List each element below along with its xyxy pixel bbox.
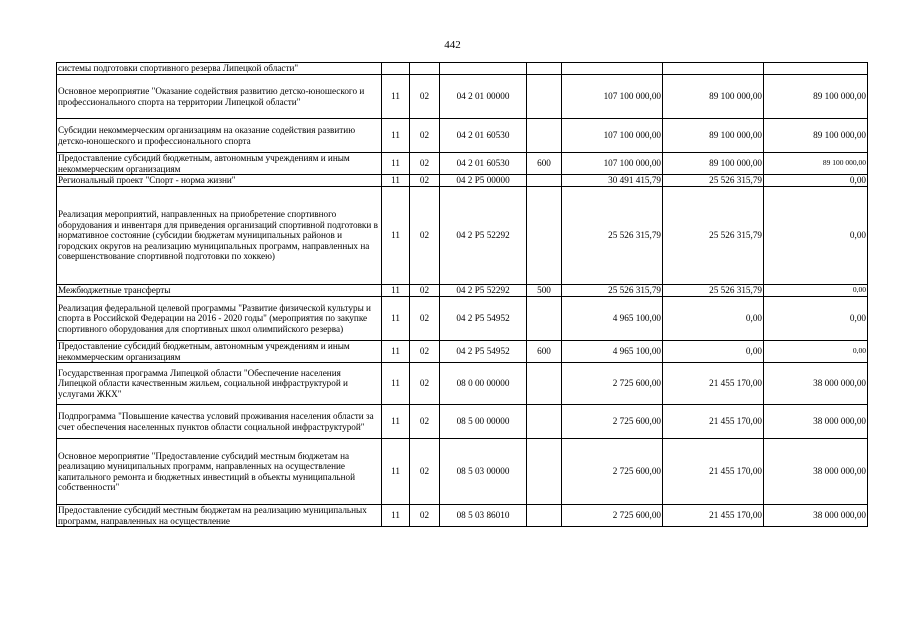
- target-article-cell: 08 5 03 86010: [440, 505, 527, 527]
- amount-cell-3: [764, 63, 868, 75]
- table-row: [57, 297, 868, 341]
- amount-cell-1: 107 100 000,00: [562, 153, 663, 175]
- expense-type-cell: 600: [527, 341, 562, 363]
- amount-cell-1: 2 725 600,00: [562, 439, 663, 505]
- expense-type-cell: [527, 187, 562, 285]
- amount-cell-2: [663, 63, 764, 75]
- subsection-code-cell: 02: [410, 505, 440, 527]
- expense-type-cell: 500: [527, 285, 562, 297]
- row-name-cell: Реализация федеральной целевой программы "Развитие физической культуры и спорта в Российской Федерации на 2016 - 2020 годы" (мероприятия по закупке спортивного оборудования для спортивных школ олимпийского резерва): [57, 297, 382, 341]
- amount-cell-2: 89 100 000,00: [663, 75, 764, 119]
- amount-cell-2: 25 526 315,79: [663, 175, 764, 187]
- target-article-cell: 04 2 P5 00000: [440, 175, 527, 187]
- amount-cell-1: 107 100 000,00: [562, 119, 663, 153]
- table-row: [57, 405, 868, 439]
- subsection-code-cell: 02: [410, 175, 440, 187]
- page-number: 442: [444, 39, 461, 51]
- amount-cell-2: 25 526 315,79: [663, 187, 764, 285]
- section-code-cell: 11: [382, 297, 410, 341]
- expense-type-cell: 600: [527, 153, 562, 175]
- target-article-cell: 04 2 01 60530: [440, 153, 527, 175]
- amount-cell-2: 21 455 170,00: [663, 439, 764, 505]
- target-article-cell: 08 0 00 00000: [440, 363, 527, 405]
- subsection-code-cell: 02: [410, 285, 440, 297]
- expense-type-cell: [527, 297, 562, 341]
- amount-cell-3: 89 100 000,00: [764, 119, 868, 153]
- amount-cell-3: 0,00: [764, 187, 868, 285]
- section-code-cell: 11: [382, 285, 410, 297]
- section-code-cell: 11: [382, 175, 410, 187]
- section-code-cell: 11: [382, 75, 410, 119]
- table-row: [57, 363, 868, 405]
- expense-type-cell: [527, 405, 562, 439]
- expense-type-cell: [527, 439, 562, 505]
- row-name-cell: Государственная программа Липецкой области "Обеспечение населения Липецкой области качественным жильем, социальной инфраструктурой и услугами ЖКХ": [57, 363, 382, 405]
- amount-cell-1: 2 725 600,00: [562, 363, 663, 405]
- amount-cell-3: 38 000 000,00: [764, 363, 868, 405]
- amount-cell-2: 21 455 170,00: [663, 505, 764, 527]
- table-row: [57, 341, 868, 363]
- table-row: [57, 505, 868, 527]
- amount-cell-1: 30 491 415,79: [562, 175, 663, 187]
- section-code-cell: 11: [382, 153, 410, 175]
- amount-cell-3: 38 000 000,00: [764, 505, 868, 527]
- target-article-cell: 04 2 01 60530: [440, 119, 527, 153]
- row-name-cell: Реализация мероприятий, направленных на приобретение спортивного оборудования и инвентаря для приведения организаций спортивной подготовки в нормативное состояние (субсидии бюджетам муниципальных районов и городских округов на реализацию муниципальных программ, направленных на совершенствование спортивной подготовки по хоккею): [57, 187, 382, 285]
- table-row: [57, 285, 868, 297]
- expense-type-cell: [527, 363, 562, 405]
- amount-cell-1: 25 526 315,79: [562, 187, 663, 285]
- section-code-cell: 11: [382, 119, 410, 153]
- section-code-cell: 11: [382, 439, 410, 505]
- amount-cell-3: 0,00: [764, 341, 868, 363]
- subsection-code-cell: 02: [410, 341, 440, 363]
- subsection-code-cell: 02: [410, 153, 440, 175]
- amount-cell-1: 107 100 000,00: [562, 75, 663, 119]
- table-row: [57, 175, 868, 187]
- row-name-cell: Региональный проект "Спорт - норма жизни": [57, 175, 382, 187]
- row-name-cell: Межбюджетные трансферты: [57, 285, 382, 297]
- subsection-code-cell: 02: [410, 297, 440, 341]
- expense-type-cell: [527, 75, 562, 119]
- row-name-cell: Подпрограмма "Повышение качества условий проживания населения области за счет обеспечения населенных пунктов области социальной инфраструктурой": [57, 405, 382, 439]
- target-article-cell: 04 2 01 00000: [440, 75, 527, 119]
- amount-cell-1: 2 725 600,00: [562, 405, 663, 439]
- row-name-cell: Предоставление субсидий местным бюджетам на реализацию муниципальных программ, направленных на осуществление: [57, 505, 382, 527]
- amount-cell-1: 4 965 100,00: [562, 297, 663, 341]
- amount-cell-1: 2 725 600,00: [562, 505, 663, 527]
- amount-cell-2: 25 526 315,79: [663, 285, 764, 297]
- subsection-code-cell: 02: [410, 439, 440, 505]
- subsection-code-cell: 02: [410, 119, 440, 153]
- amount-cell-2: 89 100 000,00: [663, 153, 764, 175]
- target-article-cell: [440, 63, 527, 75]
- target-article-cell: 04 2 P5 52292: [440, 285, 527, 297]
- amount-cell-3: 0,00: [764, 285, 868, 297]
- row-name-cell: Предоставление субсидий бюджетным, автономным учреждениям и иным некоммерческим организациям: [57, 341, 382, 363]
- amount-cell-3: 0,00: [764, 297, 868, 341]
- amount-cell-2: 21 455 170,00: [663, 363, 764, 405]
- amount-cell-1: 25 526 315,79: [562, 285, 663, 297]
- subsection-code-cell: 02: [410, 75, 440, 119]
- table-row: [57, 439, 868, 505]
- table-row: [57, 153, 868, 175]
- subsection-code-cell: 02: [410, 405, 440, 439]
- amount-cell-3: 89 100 000,00: [764, 153, 868, 175]
- row-name-cell: Основное мероприятие "Предоставление субсидий местным бюджетам на реализацию муниципальных программ, направленных на осуществление капитального ремонта и бюджетных инвестиций в объекты муниципальной собственности": [57, 439, 382, 505]
- row-name-cell: Предоставление субсидий бюджетным, автономным учреждениям и иным некоммерческим организациям: [57, 153, 382, 175]
- amount-cell-2: 89 100 000,00: [663, 119, 764, 153]
- expense-type-cell: [527, 119, 562, 153]
- table-row: [57, 119, 868, 153]
- section-code-cell: [382, 63, 410, 75]
- expense-type-cell: [527, 175, 562, 187]
- table-row: [57, 75, 868, 119]
- target-article-cell: 08 5 00 00000: [440, 405, 527, 439]
- amount-cell-2: 21 455 170,00: [663, 405, 764, 439]
- section-code-cell: 11: [382, 405, 410, 439]
- target-article-cell: 04 2 P5 52292: [440, 187, 527, 285]
- amount-cell-3: 38 000 000,00: [764, 439, 868, 505]
- subsection-code-cell: [410, 63, 440, 75]
- section-code-cell: 11: [382, 363, 410, 405]
- target-article-cell: 04 2 P5 54952: [440, 341, 527, 363]
- section-code-cell: 11: [382, 341, 410, 363]
- section-code-cell: 11: [382, 505, 410, 527]
- target-article-cell: 04 2 P5 54952: [440, 297, 527, 341]
- table-row: [57, 63, 868, 75]
- expense-type-cell: [527, 63, 562, 75]
- expense-type-cell: [527, 505, 562, 527]
- amount-cell-2: 0,00: [663, 297, 764, 341]
- amount-cell-2: 0,00: [663, 341, 764, 363]
- row-name-cell: Субсидии некоммерческим организациям на оказание содействия развитию детско-юношеского и профессионального спорта: [57, 119, 382, 153]
- row-name-cell: системы подготовки спортивного резерва Липецкой области": [57, 63, 382, 75]
- amount-cell-3: 38 000 000,00: [764, 405, 868, 439]
- subsection-code-cell: 02: [410, 187, 440, 285]
- amount-cell-3: 89 100 000,00: [764, 75, 868, 119]
- subsection-code-cell: 02: [410, 363, 440, 405]
- row-name-cell: Основное мероприятие "Оказание содействия развитию детско-юношеского и профессионального спорта на территории Липецкой области": [57, 75, 382, 119]
- section-code-cell: 11: [382, 187, 410, 285]
- target-article-cell: 08 5 03 00000: [440, 439, 527, 505]
- budget-table: [56, 62, 868, 527]
- table-row: [57, 187, 868, 285]
- amount-cell-3: 0,00: [764, 175, 868, 187]
- amount-cell-1: 4 965 100,00: [562, 341, 663, 363]
- amount-cell-1: [562, 63, 663, 75]
